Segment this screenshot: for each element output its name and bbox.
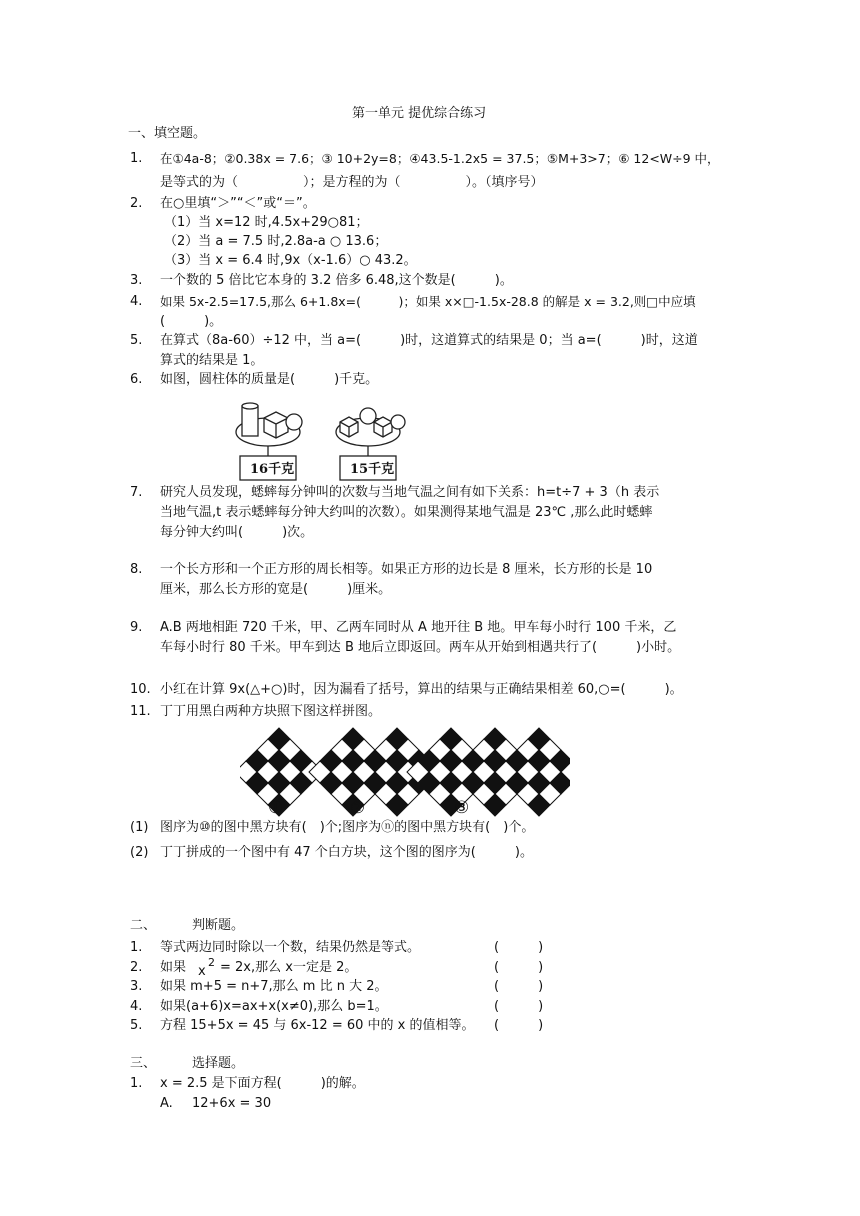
section2-heading: 判断题。: [192, 918, 245, 933]
figure-label-3: ③: [454, 798, 470, 818]
q7-number: 7.: [130, 485, 143, 500]
q10-line1: 小红在计算 9x(△+○)时，因为漏看了括号，算出的结果与正确结果相差 60,○=( )。: [160, 682, 683, 697]
judge5-number: 5.: [130, 1018, 143, 1033]
tile-dots: ……: [528, 752, 554, 767]
q2-line1: 在○里填“＞”“＜”或“＝”。: [160, 196, 316, 211]
judge2-text-a: 如果: [160, 960, 187, 975]
q1-number: 1.: [130, 151, 143, 166]
q9-line1: A.B 两地相距 720 千米，甲、乙两车同时从 A 地开往 B 地。甲车每小时行 100 千米，乙: [160, 620, 677, 635]
scale-label-right: 15千克: [350, 462, 395, 477]
judge5-paren: ( ): [494, 1018, 544, 1033]
q11-sub2-text: 丁丁拼成的一个图中有 47 个白方块，这个图的图序为( )。: [160, 845, 533, 860]
judge1-paren: ( ): [494, 940, 544, 955]
checker-tiles: [240, 728, 570, 816]
checker-tile-figure: [240, 722, 570, 822]
q6-number: 6.: [130, 372, 143, 387]
judge3-text: 如果 m+5 = n+7,那么 m 比 n 大 2。: [160, 979, 388, 994]
judge1-number: 1.: [130, 940, 143, 955]
judge4-number: 4.: [130, 999, 143, 1014]
q8-line1: 一个长方形和一个正方形的周长相等。如果正方形的边长是 8 厘米，长方形的长是 10: [160, 562, 653, 577]
q11-number: 11.: [130, 704, 151, 719]
judge2-text-b: x: [198, 964, 206, 979]
choice1-number: 1.: [130, 1076, 143, 1091]
q9-line2: 车每小时行 80 千米。甲车到达 B 地后立即返回。两车从开始到相遇共行了( )小时。: [160, 640, 681, 655]
choice1-optA-letter: A.: [160, 1096, 173, 1111]
figure-label-1: ①: [268, 798, 284, 818]
scale-label-left: 16千克: [250, 462, 295, 477]
q3-line1: 一个数的 5 倍比它本身的 3.2 倍多 6.48,这个数是( )。: [160, 273, 513, 288]
q1-line2: 是等式的为（ ）；是方程的为（ ）。（填序号）: [160, 175, 544, 190]
judge4-text: 如果(a+6)x=ax+x(x≠0),那么 b=1。: [160, 999, 388, 1014]
q4-line1: 如果 5x-2.5=17.5,那么 6+1.8x=( )；如果 x×□-1.5x-28.8 的解是 x = 3.2,则□中应填: [160, 294, 696, 309]
q4-line2: ( )。: [160, 314, 223, 329]
q5-line1: 在算式（8a-60）÷12 中，当 a=( )时，这道算式的结果是 0；当 a=( )时，这道: [160, 333, 698, 348]
q8-line2: 厘米，那么长方形的宽是( )厘米。: [160, 582, 392, 597]
q5-number: 5.: [130, 333, 143, 348]
q7-line2: 当地气温,t 表示蟋蟀每分钟大约叫的次数）。如果测得某地气温是 23℃ ,那么此时蟋蟀: [160, 505, 653, 520]
section3-number: 三、: [130, 1056, 157, 1071]
judge4-paren: ( ): [494, 999, 544, 1014]
q11-sub2-number: (2): [130, 845, 149, 860]
choice1-text: x = 2.5 是下面方程( )的解。: [160, 1076, 365, 1091]
page-title: 第一单元 提优综合练习: [352, 106, 487, 121]
q10-number: 10.: [130, 682, 151, 697]
judge3-number: 3.: [130, 979, 143, 994]
q8-number: 8.: [130, 562, 143, 577]
judge5-text: 方程 15+5x = 45 与 6x-12 = 60 中的 x 的值相等。: [160, 1018, 475, 1033]
figure-label-2: ②: [350, 798, 366, 818]
q11-sub1-text: 图序为⑩的图中黑方块有( )个;图序为ⓝ的图中黑方块有( )个。: [160, 820, 535, 835]
q3-number: 3.: [130, 273, 143, 288]
judge2-text-c: = 2x,那么 x一定是 2。: [220, 960, 358, 975]
judge2-paren: ( ): [494, 960, 544, 975]
q5-line2: 算式的结果是 1。: [160, 353, 264, 368]
q11-sub1-number: (1): [130, 820, 149, 835]
judge2-number: 2.: [130, 960, 143, 975]
q1-line1: 在①4a-8；②0.38x = 7.6；③ 10+2y=8；④43.5-1.2x5 = 37.5；⑤M+3>7；⑥ 12<W÷9 中，: [160, 151, 720, 166]
q2-line4: （3）当 x = 6.4 时,9x（x-1.6）○ 43.2。: [164, 253, 417, 268]
choice1-optA-text: 12+6x = 30: [192, 1096, 272, 1111]
section1-heading: 一、填空题。: [128, 126, 207, 141]
q2-number: 2.: [130, 196, 143, 211]
section3-heading: 选择题。: [192, 1056, 245, 1071]
q7-line3: 每分钟大约叫( )次。: [160, 525, 314, 540]
q2-line2: （1）当 x=12 时,4.5x+29○81；: [164, 215, 369, 230]
q7-line1: 研究人员发现，蟋蟀每分钟叫的次数与当地气温之间有如下关系：h=t÷7 + 3（h 表示: [160, 485, 660, 500]
q11-line1: 丁丁用黑白两种方块照下图这样拼图。: [160, 704, 382, 719]
q6-line1: 如图，圆柱体的质量是( )千克。: [160, 372, 379, 387]
section2-number: 二、: [130, 918, 157, 933]
judge2-text-sup: 2: [208, 956, 215, 969]
q4-number: 4.: [130, 294, 143, 309]
q9-number: 9.: [130, 620, 143, 635]
judge3-paren: ( ): [494, 979, 544, 994]
q2-line3: （2）当 a = 7.5 时,2.8a-a ○ 13.6；: [164, 234, 388, 249]
judge1-text: 等式两边同时除以一个数，结果仍然是等式。: [160, 940, 421, 955]
